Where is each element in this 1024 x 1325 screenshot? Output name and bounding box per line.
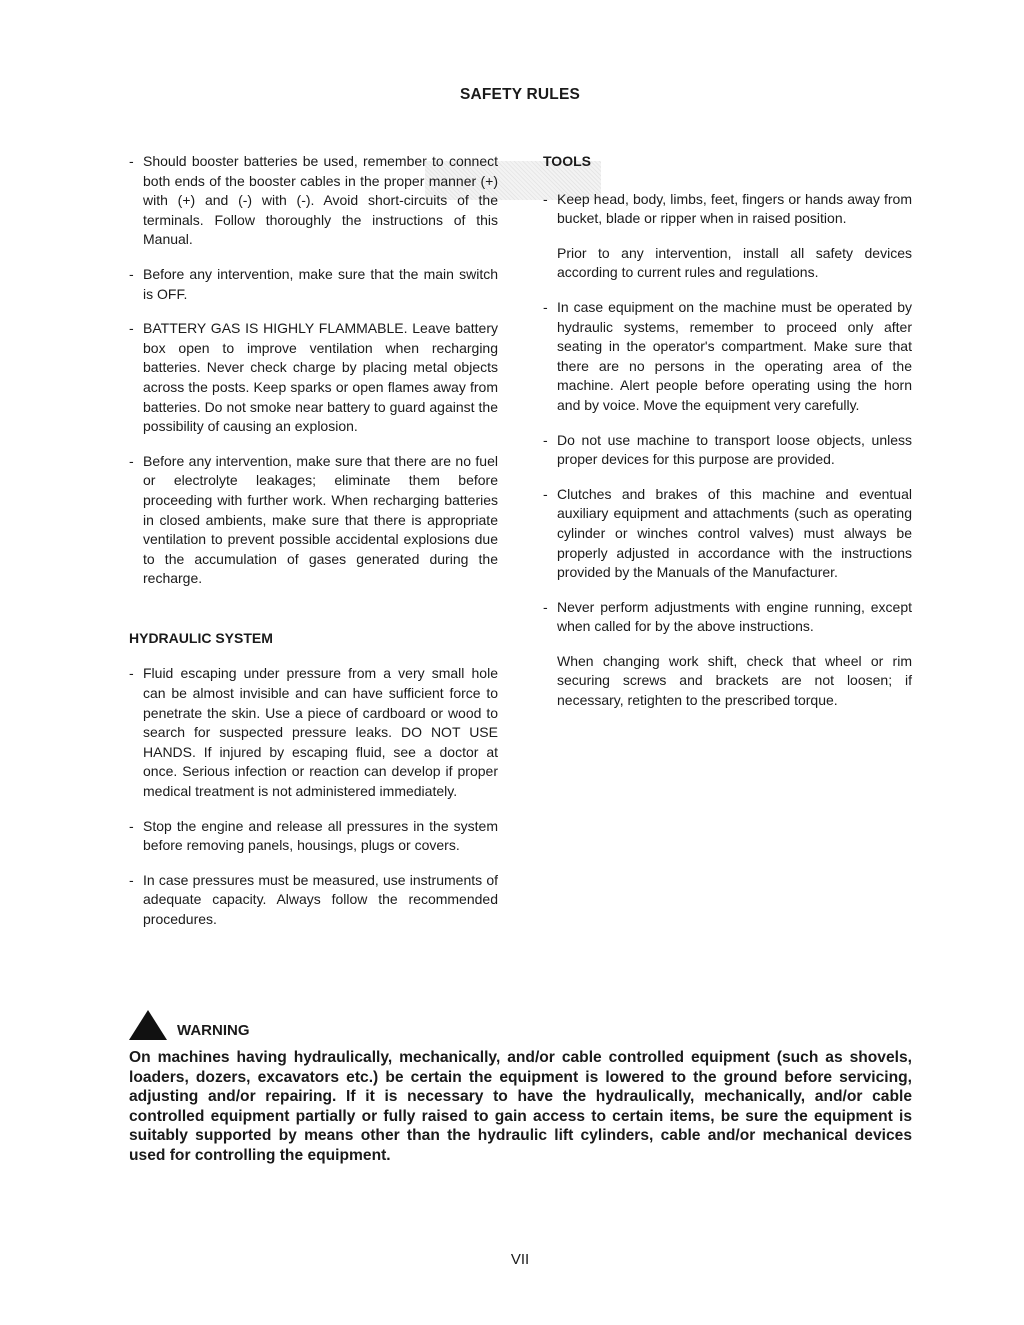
rule-text: Stop the engine and release all pressures in the system before removing panels, housings, plugs or covers. bbox=[143, 817, 498, 854]
tools-rule-keep-away bbox=[543, 190, 912, 229]
tools-heading: TOOLS bbox=[543, 153, 591, 169]
rule-text: Before any intervention, make sure that the main switch is OFF. bbox=[143, 265, 498, 302]
rule-text: Never perform adjustments with engine running, except when called for by the above instructions. bbox=[557, 598, 912, 635]
battery-rule-main-switch bbox=[129, 265, 498, 304]
hydraulic-rule-pressures bbox=[129, 871, 498, 930]
rule-text: Clutches and brakes of this machine and eventual auxiliary equipment and attachments (such as operating cylinder or winches control valves) must always be properly adjusted in accordance with the instructions provided by the Manuals of the Manufacturer. bbox=[557, 485, 912, 581]
bullet-dash: - bbox=[129, 452, 134, 469]
battery-rule-leakages bbox=[129, 452, 498, 589]
left-column bbox=[129, 152, 498, 945]
bullet-dash: - bbox=[129, 871, 134, 888]
right-column bbox=[543, 152, 912, 726]
bullet-dash: - bbox=[129, 665, 134, 682]
battery-rule-gas bbox=[129, 319, 498, 437]
hydraulic-rule-stop-engine bbox=[129, 817, 498, 856]
warning-text: On machines having hydraulically, mechanically, and/or cable controlled equipment (such as shovels, loaders, dozers, excavators etc.) be certain the equipment is lowered to the ground before servicing, adjusting and/or repairing. If it is necessary to have the hydraulically, mechanically, and/or cable controlled equipment partially or fully raised to gain access to certain items, be sure the equipment is suitably supported by means other than the hydraulic lift cylinders, cable and/or mechanical devices used for controlling the equipment. bbox=[129, 1049, 912, 1164]
rule-text: In case pressures must be measured, use instruments of adequate capacity. Always follow the recommended procedures. bbox=[143, 871, 498, 927]
note-text: Prior to any intervention, install all safety devices according to current rules and regulations. bbox=[557, 244, 912, 281]
rule-text: BATTERY GAS IS HIGHLY FLAMMABLE. Leave battery box open to improve ventilation when recharging batteries. Never check charge by placing metal objects across the posts. Keep sparks or open flames away from batteries. Do not smoke near battery to guard against the possibility of causing an explosion. bbox=[143, 320, 498, 435]
battery-rule-booster bbox=[129, 152, 498, 250]
tools-note-safety-devices bbox=[543, 244, 912, 283]
bullet-dash: - bbox=[543, 598, 548, 615]
warning-header bbox=[129, 1012, 912, 1040]
tools-rule-loose-objects bbox=[543, 431, 912, 470]
bullet-dash: - bbox=[543, 431, 548, 448]
rule-text: Keep head, body, limbs, feet, fingers or hands away from bucket, blade or ripper when in raised position. bbox=[557, 190, 912, 227]
rule-text: Fluid escaping under pressure from a very small hole can be almost invisible and can have sufficient force to penetrate the skin. Use a piece of cardboard or wood to search for suspected pressure leaks. DO NOT USE HANDS. If injured by escaping fluid, see a doctor at once. Serious infection or reaction can develop if proper medical treatment is not administered immediately. bbox=[143, 665, 498, 800]
bullet-dash: - bbox=[129, 817, 134, 834]
bullet-dash: - bbox=[129, 320, 134, 337]
bullet-dash: - bbox=[129, 265, 134, 282]
tools-rule-hydraulic-operation bbox=[543, 298, 912, 416]
tools-rule-clutches-brakes bbox=[543, 485, 912, 583]
hydraulic-rule-fluid bbox=[129, 664, 498, 801]
rule-text: Before any intervention, make sure that there are no fuel or electrolyte leakages; eliminate them before proceeding with further work. When recharging batteries in closed ambients, make sure that there is appropriate ventilation to prevent possible accidental explosions due to the accumulation of gases generated during the recharge. bbox=[143, 452, 498, 587]
rule-text: Do not use machine to transport loose objects, unless proper devices for this purpose are provided. bbox=[557, 431, 912, 468]
page-title: SAFETY RULES bbox=[459, 86, 581, 103]
bullet-dash: - bbox=[543, 298, 548, 315]
bullet-dash: - bbox=[543, 190, 548, 207]
note-text: When changing work shift, check that wheel or rim securing screws and brackets are not loosen; if necessary, retighten to the prescribed torque. bbox=[557, 652, 912, 709]
hydraulic-system-heading: HYDRAULIC SYSTEM bbox=[129, 629, 273, 646]
bullet-dash: - bbox=[543, 485, 548, 502]
page-number: VII bbox=[510, 1251, 530, 1268]
rule-text: Should booster batteries be used, remember to connect both ends of the booster cables in the proper manner (+) with (+) and (-) with (-). Avoid short-circuits of the terminals. Follow thoroughly the instructions of this Manual. bbox=[143, 153, 498, 248]
warning-triangle-icon bbox=[129, 1010, 167, 1040]
warning-label: WARNING bbox=[177, 1022, 250, 1039]
tools-note-work-shift bbox=[543, 652, 912, 711]
rule-text: In case equipment on the machine must be operated by hydraulic systems, remember to proceed only after seating in the operator's compartment. Make sure that there are no persons in the operating area of the machine. Alert people before operating using the horn and by voice. Move the equipment very carefully. bbox=[557, 298, 912, 413]
warning-box bbox=[129, 1012, 912, 1166]
tools-rule-adjustments bbox=[543, 598, 912, 637]
bullet-dash: - bbox=[129, 153, 134, 169]
